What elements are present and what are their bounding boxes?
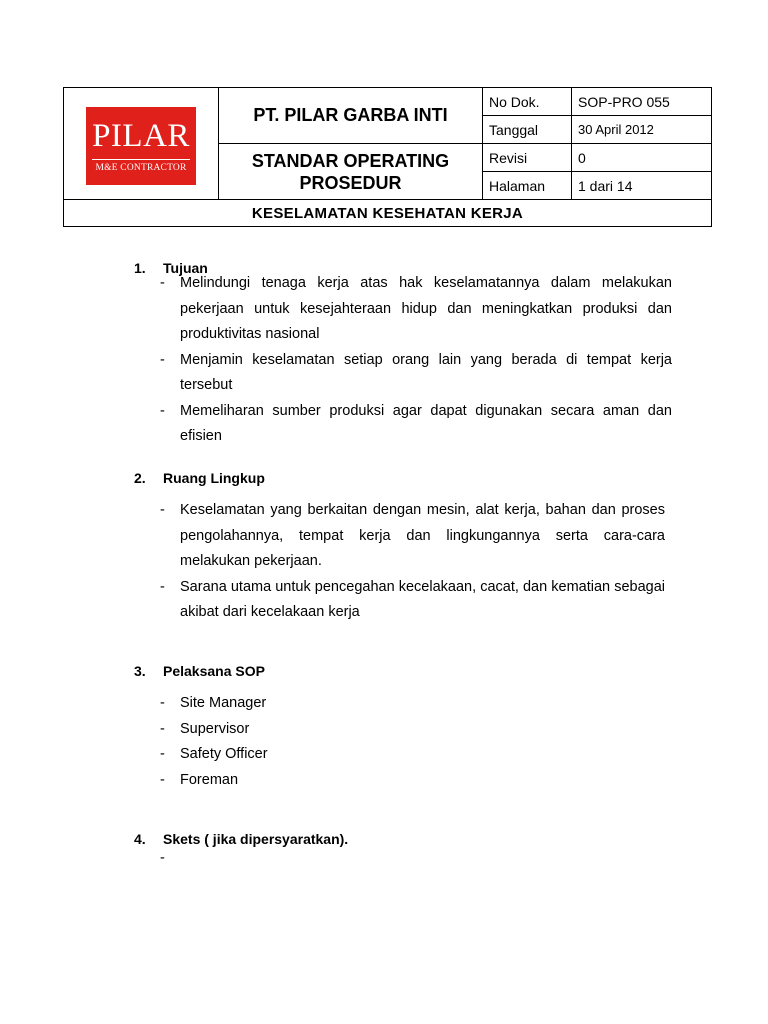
section-heading-pelaksana — [134, 663, 265, 679]
section-list-tujuan — [160, 271, 672, 450]
meta-value-doc-no: SOP-PRO 055 — [572, 88, 712, 116]
pilar-logo — [86, 107, 196, 185]
meta-label-date: Tanggal — [483, 116, 572, 144]
list-item: - Foreman — [160, 771, 239, 788]
section-title: Pelaksana SOP — [163, 663, 265, 679]
logo-subtitle: M&E CONTRACTOR — [95, 162, 187, 173]
list-item: - Site Manager — [160, 695, 267, 711]
list-item: - Memeliharan sumber produksi agar dapat digunakan secara aman dan efisien — [160, 402, 672, 444]
section-number: 2. — [134, 470, 146, 486]
document-type-line-2: PROSEDUR — [299, 172, 402, 193]
meta-value-date: 30 April 2012 — [572, 116, 712, 144]
document-type — [219, 144, 483, 200]
list-item: - Melindungi tenaga kerja atas hak keselamatannya dalam melakukan pekerjaan untuk kesejahteraan hidup dan meningkatkan produksi dan produktivitas nasional — [160, 275, 672, 342]
meta-value-revision: 0 — [572, 144, 712, 172]
document-banner: KESELAMATAN KESEHATAN KERJA — [64, 200, 712, 227]
document-header — [63, 87, 712, 227]
section-number: 1. — [134, 260, 146, 276]
list-item: - Sarana utama untuk pencegahan kecelakaan, cacat, dan kematian sebagai akibat dari kecelakaan kerja — [160, 578, 665, 620]
logo-rule — [92, 159, 190, 160]
logo-cell — [64, 88, 219, 200]
meta-label-revision: Revisi — [483, 144, 572, 172]
section-heading-skets — [134, 831, 348, 847]
section-title: Tujuan — [163, 260, 208, 276]
section-title: Ruang Lingkup — [163, 470, 265, 486]
section-list-pelaksana — [160, 691, 665, 793]
document-type-line-1: STANDAR OPERATING — [251, 150, 450, 171]
list-item: - Keselamatan yang berkaitan dengan mesin, alat kerja, bahan dan proses pengolahannya, tempat kerja dan lingkungannya serta cara-cara melakukan pekerjaan. — [160, 502, 665, 569]
list-item: - Supervisor — [160, 720, 250, 737]
section-title: Skets ( jika dipersyaratkan). — [163, 831, 349, 847]
company-name: PT. PILAR GARBA INTI — [219, 88, 483, 144]
meta-label-doc-no: No Dok. — [483, 88, 572, 116]
meta-value-page: 1 dari 14 — [572, 172, 712, 200]
list-item: - Safety Officer — [160, 746, 268, 762]
list-item: - Menjamin keselamatan setiap orang lain yang berada di tempat kerja tersebut — [160, 351, 672, 393]
meta-label-page: Halaman — [483, 172, 572, 200]
section-number: 4. — [134, 831, 146, 847]
section-list-ruang-lingkup — [160, 498, 665, 626]
logo-word: PILAR — [92, 117, 190, 154]
section-number: 3. — [134, 663, 146, 679]
section-heading-ruang-lingkup — [134, 470, 265, 486]
